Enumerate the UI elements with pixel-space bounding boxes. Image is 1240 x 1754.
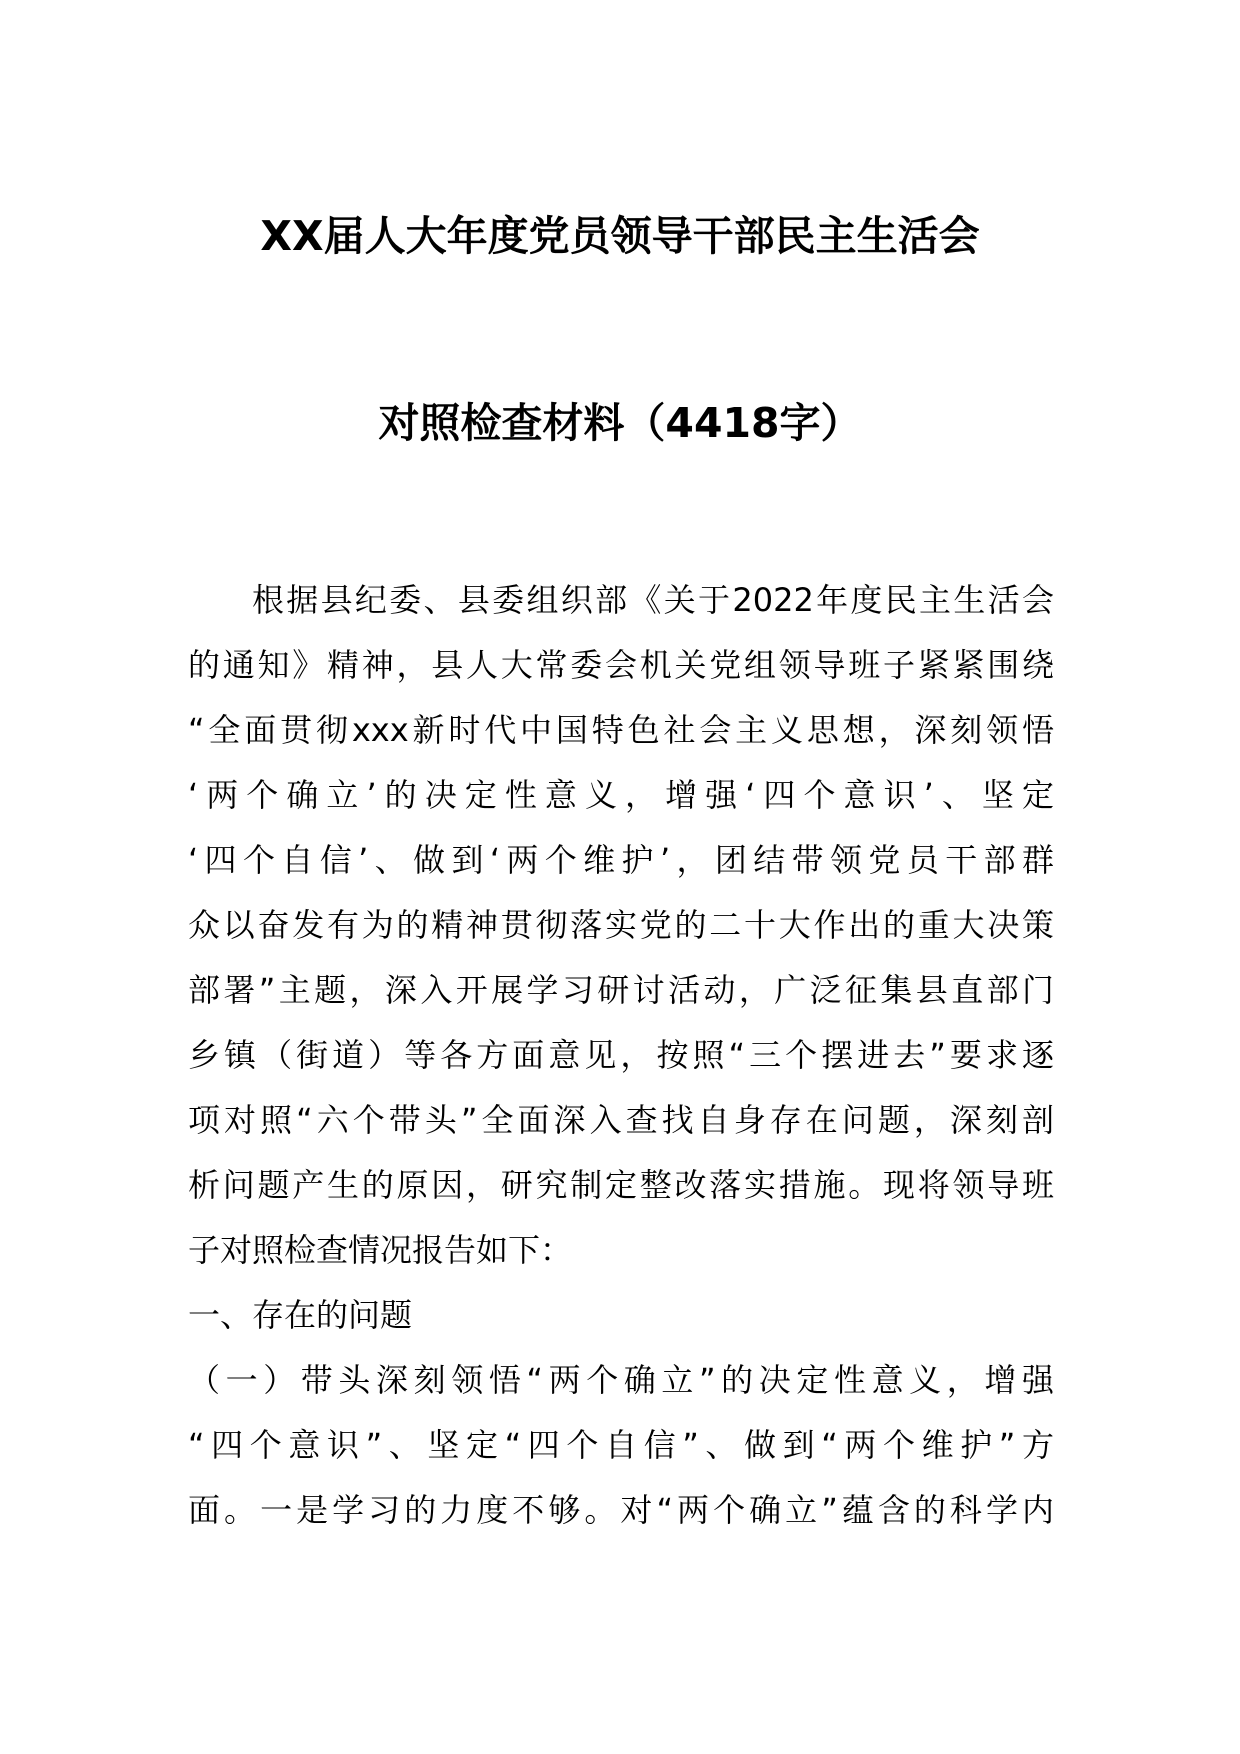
- intro-paragraph: [188, 568, 1054, 1283]
- intro-line: ‘两个确立’的决定性意义，增强‘四个意识’、坚定: [188, 776, 1054, 814]
- intro-line: “全面贯彻xxx新时代中国特色社会主义思想，深刻领悟: [188, 711, 1054, 749]
- intro-line: 子对照检查情况报告如下：: [188, 1231, 573, 1269]
- subsection-paragraph: [188, 1348, 1054, 1543]
- intro-line: 众以奋发有为的精神贯彻落实党的二十大作出的重大决策: [188, 906, 1054, 944]
- section-heading: [188, 1283, 1054, 1348]
- intro-line: 项对照“六个带头”全面深入查找自身存在问题，深刻剖: [188, 1101, 1054, 1139]
- subsection-line: （一）带头深刻领悟“两个确立”的决定性意义，增强: [188, 1361, 1054, 1399]
- intro-line: 部署”主题，深入开展学习研讨活动，广泛征集县直部门: [188, 971, 1054, 1009]
- subsection-line: “四个意识”、坚定“四个自信”、做到“两个维护”方: [188, 1426, 1054, 1464]
- intro-line: 的通知》精神，县人大常委会机关党组领导班子紧紧围绕: [188, 646, 1054, 684]
- document-title-line-2: 对照检查材料（4418字）: [378, 399, 862, 447]
- intro-line: 根据县纪委、县委组织部《关于2022年度民主生活会: [252, 581, 1054, 619]
- document-body: [188, 568, 1054, 1543]
- intro-line: 析问题产生的原因，研究制定整改落实措施。现将领导班: [188, 1166, 1054, 1204]
- intro-line: 乡镇（街道）等各方面意见，按照“三个摆进去”要求逐: [188, 1036, 1054, 1074]
- subsection-line: 面。一是学习的力度不够。对“两个确立”蕴含的科学内: [188, 1491, 1054, 1529]
- intro-line: ‘四个自信’、做到‘两个维护’，团结带领党员干部群: [188, 841, 1054, 879]
- section-heading-text: 一、存在的问题: [188, 1296, 413, 1334]
- document-title-line-1: XX届人大年度党员领导干部民主生活会: [260, 212, 980, 260]
